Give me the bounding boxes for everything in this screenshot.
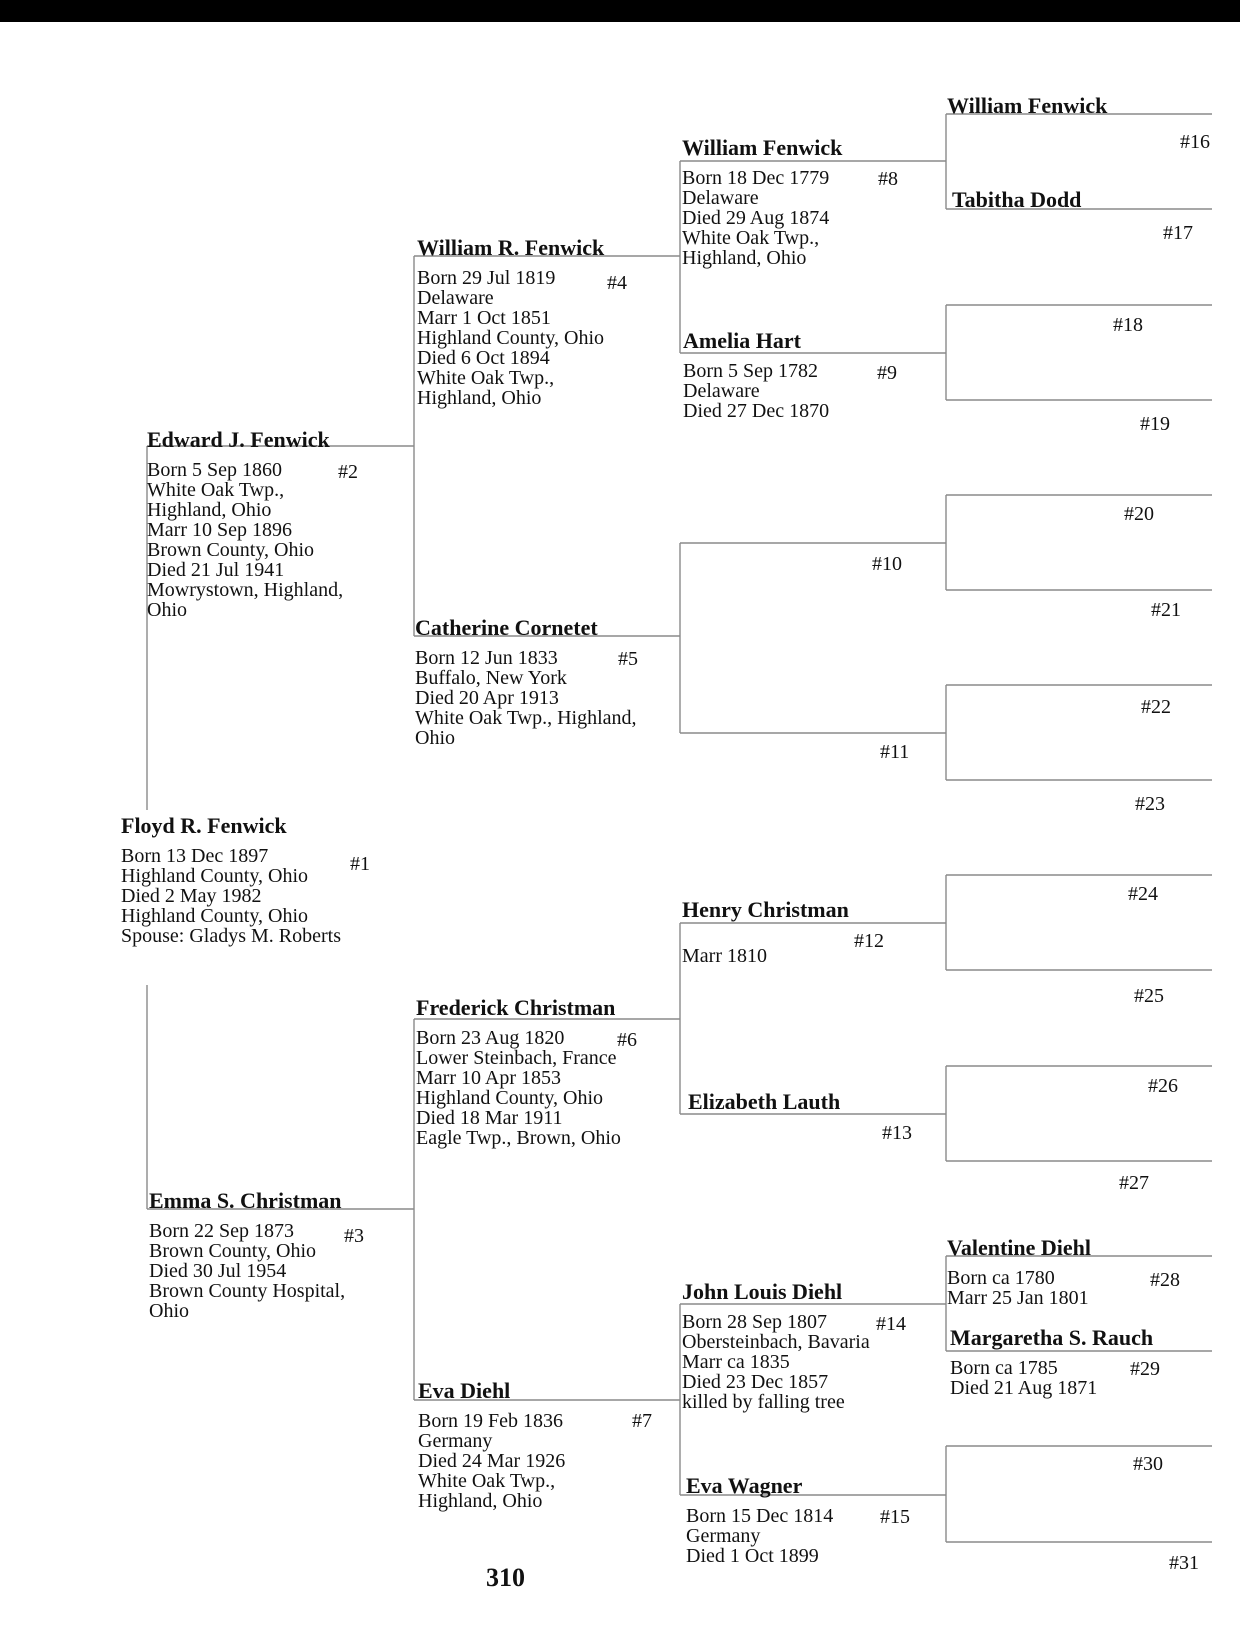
person-name: Emma S. Christman bbox=[149, 1188, 342, 1213]
person-9 bbox=[683, 329, 829, 421]
person-details: Born 23 Aug 1820 Lower Steinbach, France Marr 10 Apr 1853 Highland County, Ohio Died 18 Mar 1911 Eagle Twp., Brown, Ohio bbox=[416, 1027, 621, 1149]
person-details: Born 5 Sep 1860 White Oak Twp., Highland, Ohio Marr 10 Sep 1896 Brown County, Ohio Died 21 Jul 1941 Mowrystown, Highland, Ohio bbox=[147, 459, 344, 621]
person-details: Born 29 Jul 1819 Delaware Marr 1 Oct 1851 Highland County, Ohio Died 6 Oct 1894 White Oak Twp., Highland, Ohio bbox=[417, 267, 605, 409]
person-29 bbox=[950, 1326, 1153, 1398]
person-name: Margaretha S. Rauch bbox=[950, 1325, 1154, 1350]
slot-number: #20 bbox=[1124, 503, 1154, 525]
slot-number: #11 bbox=[880, 741, 910, 763]
slot-number: #24 bbox=[1128, 883, 1158, 905]
person-name: Eva Diehl bbox=[418, 1378, 511, 1403]
person-7 bbox=[418, 1379, 565, 1511]
person-details: Born ca 1785 Died 21 Aug 1871 bbox=[950, 1357, 1098, 1399]
person-name: Edward J. Fenwick bbox=[147, 427, 330, 452]
person-28 bbox=[947, 1236, 1091, 1308]
person-name: Eva Wagner bbox=[686, 1473, 803, 1498]
person-number: #4 bbox=[607, 272, 627, 294]
slot-number: #21 bbox=[1151, 599, 1181, 621]
person-name: Frederick Christman bbox=[416, 995, 616, 1020]
person-details: Born ca 1780 Marr 25 Jan 1801 bbox=[947, 1267, 1089, 1309]
person-details: Born 22 Sep 1873 Brown County, Ohio Died 30 Jul 1954 Brown County Hospital, Ohio bbox=[149, 1220, 346, 1322]
person-number: #3 bbox=[344, 1225, 364, 1247]
person-2 bbox=[147, 428, 343, 620]
person-14 bbox=[682, 1280, 870, 1412]
person-name: Elizabeth Lauth bbox=[688, 1089, 841, 1114]
person-name: William Fenwick bbox=[947, 93, 1108, 118]
slot-number: #22 bbox=[1141, 696, 1171, 718]
person-number: #29 bbox=[1130, 1358, 1160, 1380]
person-details: Born 19 Feb 1836 Germany Died 24 Mar 1926 White Oak Twp., Highland, Ohio bbox=[418, 1410, 566, 1512]
person-number: #15 bbox=[880, 1506, 910, 1528]
person-number: #13 bbox=[882, 1122, 912, 1144]
person-name: William Fenwick bbox=[682, 135, 843, 160]
person-details: Born 15 Dec 1814 Germany Died 1 Oct 1899 bbox=[686, 1505, 834, 1567]
person-5 bbox=[415, 616, 637, 748]
person-3 bbox=[149, 1189, 345, 1321]
slot-number: #23 bbox=[1135, 793, 1165, 815]
person-15 bbox=[686, 1474, 833, 1566]
person-number: #1 bbox=[350, 853, 370, 875]
person-details: Born 28 Sep 1807 Obersteinbach, Bavaria Marr ca 1835 Died 23 Dec 1857 killed by falling tree bbox=[682, 1311, 870, 1413]
person-number: #6 bbox=[617, 1029, 637, 1051]
person-number: #2 bbox=[338, 461, 358, 483]
slot-number: #18 bbox=[1113, 314, 1143, 336]
slot-number: #10 bbox=[872, 553, 902, 575]
person-name: Catherine Cornetet bbox=[415, 615, 598, 640]
person-name: Henry Christman bbox=[682, 897, 849, 922]
person-number: #12 bbox=[854, 930, 884, 952]
person-number: #28 bbox=[1150, 1269, 1180, 1291]
slot-number: #26 bbox=[1148, 1075, 1178, 1097]
person-name: Valentine Diehl bbox=[947, 1235, 1092, 1260]
person-number: #17 bbox=[1163, 222, 1193, 244]
person-6 bbox=[416, 996, 621, 1148]
slot-number: #30 bbox=[1133, 1453, 1163, 1475]
person-details: Born 12 Jun 1833 Buffalo, New York Died 20 Apr 1913 White Oak Twp., Highland, Ohio bbox=[415, 647, 637, 749]
person-number: #9 bbox=[877, 362, 897, 384]
person-name: Tabitha Dodd bbox=[952, 187, 1082, 212]
person-details: Born 5 Sep 1782 Delaware Died 27 Dec 1870 bbox=[683, 360, 830, 422]
slot-number: #19 bbox=[1140, 413, 1170, 435]
person-name: John Louis Diehl bbox=[682, 1279, 843, 1304]
page-number: 310 bbox=[486, 1563, 525, 1592]
slot-number: #31 bbox=[1169, 1552, 1199, 1574]
person-name: Amelia Hart bbox=[683, 328, 801, 353]
person-8 bbox=[682, 136, 842, 268]
person-1 bbox=[121, 814, 341, 946]
person-number: #8 bbox=[878, 168, 898, 190]
person-name: William R. Fenwick bbox=[417, 235, 605, 260]
slot-number: #27 bbox=[1119, 1172, 1149, 1194]
person-name: Floyd R. Fenwick bbox=[121, 813, 287, 838]
person-details: Born 18 Dec 1779 Delaware Died 29 Aug 1874 White Oak Twp., Highland, Ohio bbox=[682, 167, 830, 269]
person-17 bbox=[952, 188, 1081, 212]
person-number: #14 bbox=[876, 1313, 906, 1335]
person-number: #5 bbox=[618, 648, 638, 670]
person-4 bbox=[417, 236, 604, 408]
person-details: Marr 1810 bbox=[682, 945, 767, 967]
slot-number: #25 bbox=[1134, 985, 1164, 1007]
person-16 bbox=[947, 94, 1107, 118]
person-13 bbox=[688, 1090, 840, 1114]
person-12 bbox=[682, 898, 849, 966]
person-details: Born 13 Dec 1897 Highland County, Ohio Died 2 May 1982 Highland County, Ohio Spouse: Gladys M. Roberts bbox=[121, 845, 341, 947]
person-number: #16 bbox=[1180, 131, 1210, 153]
person-number: #7 bbox=[632, 1410, 652, 1432]
